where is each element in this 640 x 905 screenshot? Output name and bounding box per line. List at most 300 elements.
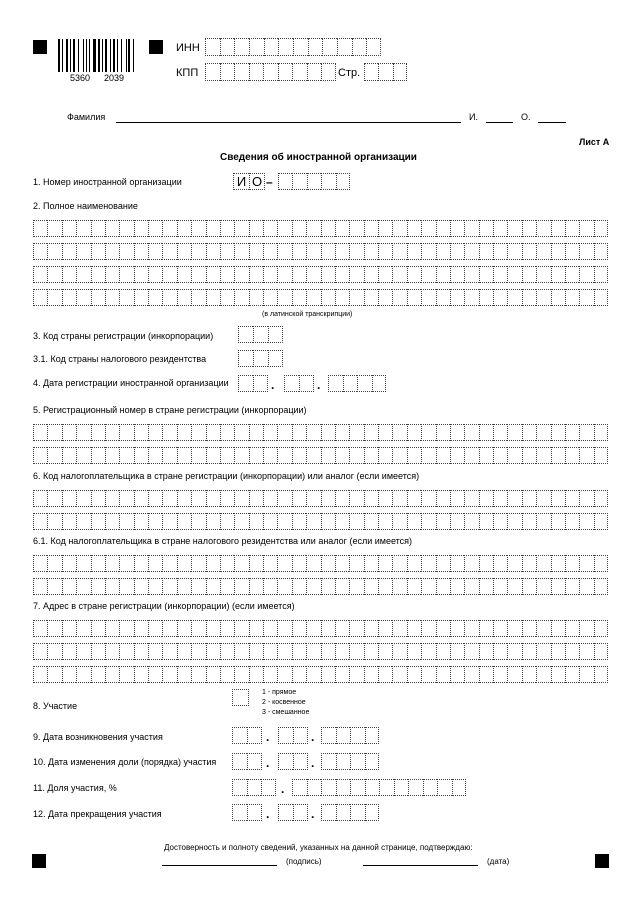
char-cell[interactable] — [234, 555, 248, 572]
char-cell[interactable] — [263, 63, 278, 81]
char-cell[interactable] — [378, 490, 392, 507]
char-cell[interactable] — [335, 578, 349, 595]
char-cell[interactable] — [493, 447, 507, 464]
char-cell[interactable] — [177, 643, 191, 660]
char-cell[interactable] — [450, 555, 464, 572]
char-cell[interactable] — [407, 490, 421, 507]
char-cell[interactable] — [349, 490, 363, 507]
char-cell[interactable] — [423, 779, 438, 796]
char-cell[interactable] — [277, 243, 291, 260]
char-cell[interactable] — [232, 779, 247, 796]
char-cell[interactable] — [479, 424, 493, 441]
char-cell[interactable] — [507, 620, 521, 637]
char-cell[interactable] — [292, 447, 306, 464]
char-cell[interactable] — [364, 289, 378, 306]
char-cell[interactable] — [450, 643, 464, 660]
char-cell[interactable] — [392, 220, 406, 237]
char-cell[interactable] — [536, 513, 550, 530]
char-cell[interactable] — [594, 555, 608, 572]
char-cell[interactable] — [565, 643, 579, 660]
char-cell[interactable] — [321, 63, 336, 81]
char-cell[interactable] — [464, 424, 478, 441]
char-cell[interactable] — [263, 447, 277, 464]
char-cell[interactable] — [551, 555, 565, 572]
char-cell[interactable] — [253, 350, 268, 367]
char-cell[interactable] — [349, 555, 363, 572]
char-cell[interactable] — [306, 490, 320, 507]
char-cell[interactable] — [148, 220, 162, 237]
char-cell[interactable] — [450, 578, 464, 595]
char-cell[interactable] — [336, 753, 351, 770]
char-cell[interactable] — [579, 513, 593, 530]
char-cell[interactable] — [565, 289, 579, 306]
char-cell[interactable] — [277, 643, 291, 660]
char-cell[interactable] — [191, 243, 205, 260]
char-cell[interactable] — [292, 513, 306, 530]
char-cell[interactable] — [238, 375, 253, 392]
char-cell[interactable] — [551, 447, 565, 464]
char-cell[interactable] — [191, 578, 205, 595]
char-cell[interactable] — [479, 447, 493, 464]
char-cell[interactable] — [105, 243, 119, 260]
char-cell[interactable] — [321, 243, 335, 260]
char-cell[interactable] — [134, 447, 148, 464]
char-cell[interactable] — [62, 266, 76, 283]
char-cell[interactable] — [62, 220, 76, 237]
full-name-row-3[interactable] — [33, 266, 608, 283]
char-cell[interactable] — [551, 620, 565, 637]
start-date-day[interactable] — [232, 727, 262, 744]
char-cell[interactable] — [263, 220, 277, 237]
char-cell[interactable] — [536, 555, 550, 572]
char-cell[interactable] — [162, 289, 176, 306]
char-cell[interactable] — [378, 513, 392, 530]
char-cell[interactable] — [76, 447, 90, 464]
char-cell[interactable] — [507, 424, 521, 441]
char-cell[interactable] — [579, 289, 593, 306]
char-cell[interactable] — [220, 555, 234, 572]
char-cell[interactable] — [47, 578, 61, 595]
char-cell[interactable] — [437, 779, 452, 796]
address-row-2[interactable] — [33, 643, 608, 660]
char-cell[interactable] — [278, 173, 292, 190]
char-cell[interactable] — [134, 490, 148, 507]
char-cell[interactable] — [278, 63, 293, 81]
char-cell[interactable] — [33, 490, 47, 507]
char-cell[interactable] — [62, 578, 76, 595]
change-date-year[interactable] — [321, 753, 379, 770]
full-name-row-1[interactable] — [33, 220, 608, 237]
char-cell[interactable] — [479, 555, 493, 572]
char-cell[interactable] — [232, 753, 247, 770]
char-cell[interactable] — [148, 643, 162, 660]
char-cell[interactable] — [148, 513, 162, 530]
char-cell[interactable] — [249, 424, 263, 441]
char-cell[interactable] — [134, 643, 148, 660]
char-cell[interactable] — [148, 289, 162, 306]
char-cell[interactable] — [579, 447, 593, 464]
char-cell[interactable] — [579, 555, 593, 572]
char-cell[interactable] — [253, 375, 268, 392]
char-cell[interactable] — [307, 63, 322, 81]
char-cell[interactable] — [177, 555, 191, 572]
char-cell[interactable] — [436, 620, 450, 637]
char-cell[interactable] — [278, 804, 293, 821]
char-cell[interactable] — [119, 578, 133, 595]
char-cell[interactable] — [551, 243, 565, 260]
char-cell[interactable] — [249, 620, 263, 637]
char-cell[interactable] — [392, 243, 406, 260]
char-cell[interactable] — [522, 620, 536, 637]
char-cell[interactable] — [321, 289, 335, 306]
char-cell[interactable] — [321, 804, 336, 821]
char-cell[interactable] — [76, 578, 90, 595]
surname-line[interactable] — [116, 122, 461, 123]
char-cell[interactable] — [264, 38, 279, 56]
char-cell[interactable] — [306, 424, 320, 441]
char-cell[interactable] — [436, 643, 450, 660]
char-cell[interactable] — [277, 289, 291, 306]
char-cell[interactable] — [450, 220, 464, 237]
char-cell[interactable] — [522, 578, 536, 595]
char-cell[interactable] — [76, 289, 90, 306]
char-cell[interactable] — [220, 266, 234, 283]
char-cell[interactable] — [479, 620, 493, 637]
char-cell[interactable] — [76, 555, 90, 572]
char-cell[interactable] — [249, 555, 263, 572]
char-cell[interactable] — [91, 513, 105, 530]
char-cell[interactable] — [220, 643, 234, 660]
char-cell[interactable] — [249, 643, 263, 660]
char-cell[interactable] — [594, 490, 608, 507]
char-cell[interactable] — [220, 63, 235, 81]
char-cell[interactable] — [105, 266, 119, 283]
char-cell[interactable] — [293, 753, 308, 770]
char-cell[interactable] — [306, 243, 320, 260]
char-cell[interactable] — [47, 447, 61, 464]
char-cell[interactable] — [364, 490, 378, 507]
char-cell[interactable] — [551, 666, 565, 683]
char-cell[interactable] — [594, 266, 608, 283]
char-cell[interactable] — [119, 666, 133, 683]
char-cell[interactable] — [493, 424, 507, 441]
char-cell[interactable] — [364, 666, 378, 683]
char-cell[interactable] — [263, 620, 277, 637]
change-date-day[interactable] — [232, 753, 262, 770]
char-cell[interactable] — [507, 243, 521, 260]
char-cell[interactable] — [407, 643, 421, 660]
char-cell[interactable] — [364, 243, 378, 260]
char-cell[interactable] — [364, 578, 378, 595]
char-cell[interactable] — [450, 266, 464, 283]
char-cell[interactable] — [191, 555, 205, 572]
char-cell[interactable] — [33, 555, 47, 572]
char-cell[interactable] — [277, 513, 291, 530]
char-cell[interactable] — [253, 326, 268, 343]
char-cell[interactable] — [105, 289, 119, 306]
char-cell[interactable] — [436, 490, 450, 507]
char-cell[interactable] — [148, 666, 162, 683]
char-cell[interactable] — [335, 289, 349, 306]
char-cell[interactable] — [47, 666, 61, 683]
char-cell[interactable] — [177, 666, 191, 683]
char-cell[interactable] — [62, 424, 76, 441]
char-cell[interactable] — [91, 266, 105, 283]
char-cell[interactable] — [335, 424, 349, 441]
char-cell[interactable] — [392, 643, 406, 660]
char-cell[interactable] — [321, 555, 335, 572]
char-cell[interactable] — [378, 643, 392, 660]
char-cell[interactable] — [335, 220, 349, 237]
char-cell[interactable] — [579, 620, 593, 637]
char-cell[interactable] — [234, 578, 248, 595]
char-cell[interactable] — [364, 424, 378, 441]
char-cell[interactable] — [378, 220, 392, 237]
char-cell[interactable] — [493, 289, 507, 306]
char-cell[interactable] — [394, 779, 409, 796]
char-cell[interactable] — [565, 620, 579, 637]
char-cell[interactable] — [177, 243, 191, 260]
char-cell[interactable] — [479, 266, 493, 283]
char-cell[interactable] — [464, 620, 478, 637]
char-cell[interactable] — [321, 513, 335, 530]
char-cell[interactable] — [321, 643, 335, 660]
char-cell[interactable] — [292, 220, 306, 237]
char-cell[interactable] — [421, 243, 435, 260]
char-cell[interactable] — [91, 243, 105, 260]
char-cell[interactable] — [191, 289, 205, 306]
char-cell[interactable] — [206, 555, 220, 572]
char-cell[interactable] — [177, 578, 191, 595]
char-cell[interactable] — [234, 266, 248, 283]
char-cell[interactable] — [293, 727, 308, 744]
char-cell[interactable] — [436, 266, 450, 283]
char-cell[interactable] — [479, 220, 493, 237]
char-cell[interactable] — [162, 266, 176, 283]
char-cell[interactable] — [306, 220, 320, 237]
char-cell[interactable] — [392, 266, 406, 283]
char-cell[interactable] — [551, 266, 565, 283]
char-cell[interactable] — [206, 490, 220, 507]
char-cell[interactable] — [522, 490, 536, 507]
char-cell[interactable] — [249, 447, 263, 464]
char-cell[interactable] — [507, 289, 521, 306]
char-cell[interactable] — [263, 289, 277, 306]
char-cell[interactable] — [177, 620, 191, 637]
char-cell[interactable] — [33, 289, 47, 306]
share-integer-field[interactable] — [232, 779, 276, 796]
char-cell[interactable] — [594, 289, 608, 306]
char-cell[interactable] — [421, 289, 435, 306]
char-cell[interactable] — [579, 490, 593, 507]
char-cell[interactable] — [234, 490, 248, 507]
char-cell[interactable] — [249, 266, 263, 283]
char-cell[interactable] — [350, 804, 365, 821]
char-cell[interactable] — [47, 513, 61, 530]
char-cell[interactable] — [134, 513, 148, 530]
char-cell[interactable] — [47, 490, 61, 507]
char-cell[interactable] — [322, 38, 337, 56]
char-cell[interactable] — [249, 38, 264, 56]
char-cell[interactable] — [263, 555, 277, 572]
char-cell[interactable] — [464, 266, 478, 283]
char-cell[interactable] — [206, 220, 220, 237]
char-cell[interactable] — [421, 513, 435, 530]
char-cell[interactable] — [220, 447, 234, 464]
char-cell[interactable] — [206, 513, 220, 530]
char-cell[interactable] — [350, 727, 365, 744]
char-cell[interactable] — [76, 620, 90, 637]
char-cell[interactable] — [247, 779, 262, 796]
start-date-month[interactable] — [278, 727, 308, 744]
char-cell[interactable] — [191, 490, 205, 507]
char-cell[interactable] — [191, 666, 205, 683]
reg-number-row-1[interactable] — [33, 424, 608, 441]
residence-taxpayer-row-2[interactable] — [33, 578, 608, 595]
char-cell[interactable] — [350, 779, 365, 796]
char-cell[interactable] — [234, 38, 249, 56]
char-cell[interactable] — [378, 63, 392, 81]
char-cell[interactable] — [33, 643, 47, 660]
char-cell[interactable] — [349, 666, 363, 683]
char-cell[interactable] — [378, 555, 392, 572]
country-code-field[interactable] — [238, 326, 283, 343]
char-cell[interactable] — [191, 220, 205, 237]
share-fraction-field[interactable] — [292, 779, 466, 796]
char-cell[interactable] — [307, 779, 322, 796]
char-cell[interactable] — [479, 513, 493, 530]
char-cell[interactable] — [507, 666, 521, 683]
char-cell[interactable] — [565, 266, 579, 283]
char-cell[interactable] — [33, 620, 47, 637]
char-cell[interactable] — [507, 578, 521, 595]
char-cell[interactable] — [206, 447, 220, 464]
char-cell[interactable] — [261, 779, 276, 796]
char-cell[interactable] — [536, 666, 550, 683]
char-cell[interactable] — [321, 727, 336, 744]
char-cell[interactable] — [392, 490, 406, 507]
char-cell[interactable] — [268, 326, 283, 343]
char-cell[interactable] — [277, 666, 291, 683]
char-cell[interactable] — [234, 513, 248, 530]
char-cell[interactable] — [493, 666, 507, 683]
char-cell[interactable] — [335, 266, 349, 283]
char-cell[interactable] — [134, 266, 148, 283]
char-cell[interactable] — [47, 266, 61, 283]
char-cell[interactable] — [234, 447, 248, 464]
char-cell[interactable] — [105, 643, 119, 660]
char-cell[interactable] — [119, 220, 133, 237]
char-cell[interactable] — [343, 375, 358, 392]
char-cell[interactable] — [177, 266, 191, 283]
char-cell[interactable] — [336, 727, 351, 744]
char-cell[interactable] — [408, 779, 423, 796]
char-cell[interactable] — [62, 243, 76, 260]
char-cell[interactable] — [551, 513, 565, 530]
char-cell[interactable] — [321, 578, 335, 595]
char-cell[interactable] — [119, 555, 133, 572]
char-cell[interactable] — [565, 666, 579, 683]
residence-taxpayer-row-1[interactable] — [33, 555, 608, 572]
char-cell[interactable] — [206, 578, 220, 595]
char-cell[interactable] — [234, 643, 248, 660]
start-date-year[interactable] — [321, 727, 379, 744]
char-cell[interactable] — [76, 513, 90, 530]
char-cell[interactable] — [565, 447, 579, 464]
char-cell[interactable] — [277, 424, 291, 441]
char-cell[interactable] — [91, 424, 105, 441]
char-cell[interactable] — [234, 666, 248, 683]
char-cell[interactable] — [479, 289, 493, 306]
char-cell[interactable] — [450, 424, 464, 441]
char-cell[interactable] — [91, 555, 105, 572]
char-cell[interactable] — [407, 513, 421, 530]
char-cell[interactable] — [536, 424, 550, 441]
char-cell[interactable] — [206, 620, 220, 637]
char-cell[interactable] — [464, 447, 478, 464]
char-cell[interactable] — [349, 447, 363, 464]
char-cell[interactable] — [234, 220, 248, 237]
char-cell[interactable] — [206, 424, 220, 441]
char-cell[interactable] — [277, 266, 291, 283]
char-cell[interactable] — [119, 447, 133, 464]
char-cell[interactable] — [220, 666, 234, 683]
char-cell[interactable] — [119, 424, 133, 441]
char-cell[interactable] — [205, 63, 220, 81]
char-cell[interactable] — [579, 666, 593, 683]
char-cell[interactable] — [220, 243, 234, 260]
char-cell[interactable] — [507, 220, 521, 237]
char-cell[interactable] — [493, 220, 507, 237]
char-cell[interactable] — [522, 243, 536, 260]
char-cell[interactable] — [357, 375, 372, 392]
char-cell[interactable] — [134, 555, 148, 572]
char-cell[interactable] — [522, 555, 536, 572]
char-cell[interactable] — [536, 243, 550, 260]
char-cell[interactable] — [421, 666, 435, 683]
char-cell[interactable] — [436, 555, 450, 572]
char-cell[interactable] — [349, 220, 363, 237]
char-cell[interactable] — [594, 447, 608, 464]
char-cell[interactable] — [321, 753, 336, 770]
char-cell[interactable] — [263, 490, 277, 507]
char-cell[interactable] — [278, 727, 293, 744]
char-cell[interactable] — [33, 666, 47, 683]
char-cell[interactable] — [364, 643, 378, 660]
char-cell[interactable] — [421, 266, 435, 283]
char-cell[interactable] — [249, 220, 263, 237]
address-row-3[interactable] — [33, 666, 608, 683]
char-cell[interactable] — [507, 643, 521, 660]
char-cell[interactable] — [579, 578, 593, 595]
char-cell[interactable] — [421, 578, 435, 595]
char-cell[interactable] — [249, 243, 263, 260]
char-cell[interactable] — [321, 447, 335, 464]
char-cell[interactable] — [551, 578, 565, 595]
char-cell[interactable] — [522, 220, 536, 237]
char-cell[interactable] — [162, 490, 176, 507]
char-cell[interactable] — [436, 666, 450, 683]
char-cell[interactable] — [536, 266, 550, 283]
char-cell[interactable] — [33, 266, 47, 283]
char-cell[interactable] — [220, 513, 234, 530]
char-cell[interactable] — [148, 620, 162, 637]
char-cell[interactable] — [292, 243, 306, 260]
char-cell[interactable] — [392, 666, 406, 683]
char-cell[interactable] — [91, 447, 105, 464]
char-cell[interactable] — [263, 578, 277, 595]
char-cell[interactable] — [249, 490, 263, 507]
